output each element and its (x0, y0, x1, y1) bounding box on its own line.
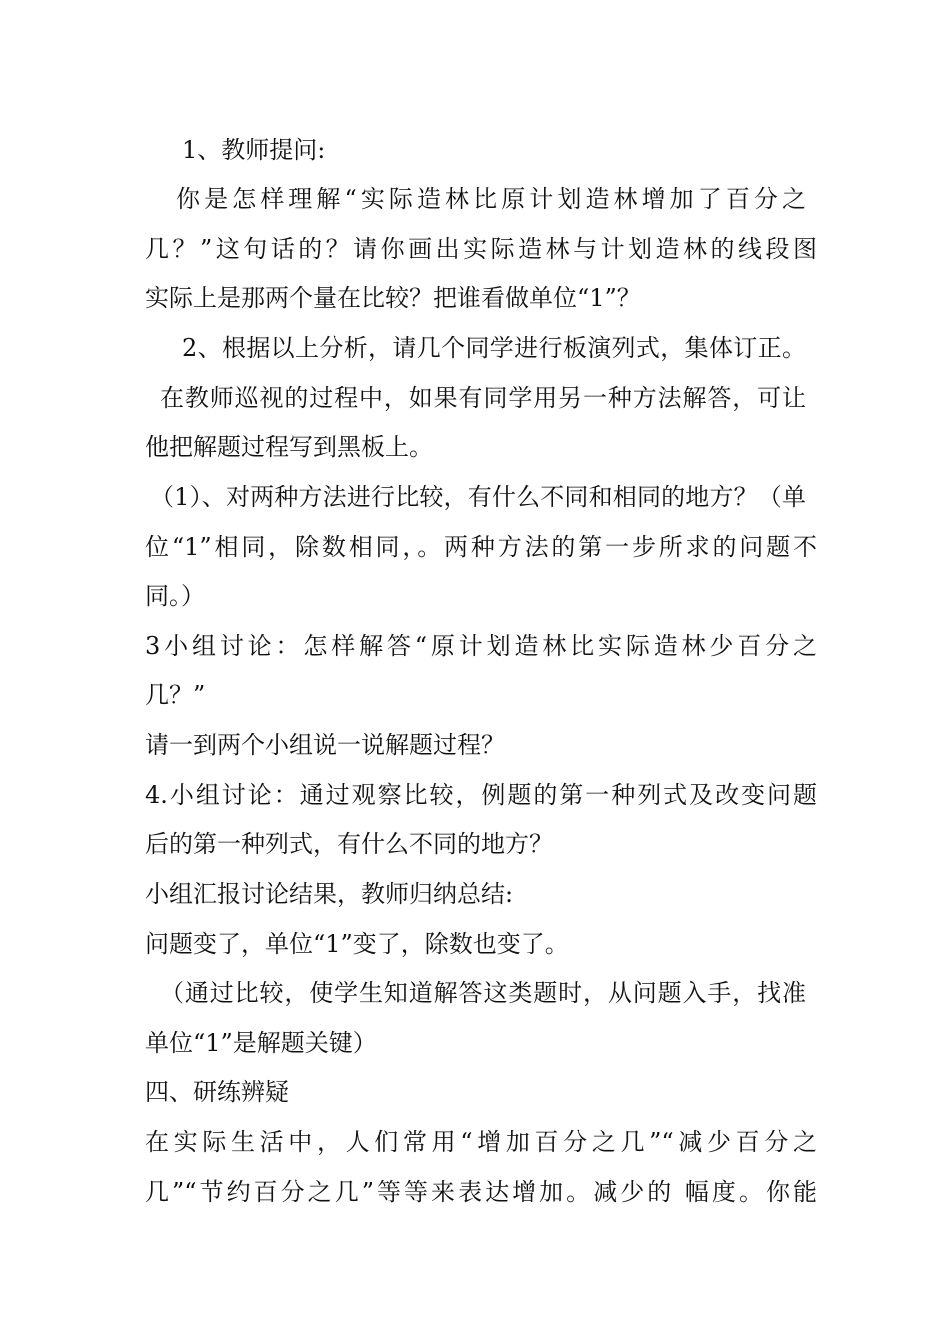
text-line-13: 请一到两个小组说一说解题过程？ (145, 731, 505, 759)
text-line-2: 你是怎样理解“实际造林比原计划造林增加了百分之 (176, 185, 806, 213)
text-line-21: 在实际生活中，人们常用“增加百分之几”“减少百分之 (145, 1128, 817, 1156)
text-line-17: 问题变了，单位“1”变了，除数也变了。 (145, 930, 569, 958)
text-line-9: 位“1”相同，除数相同，。两种方法的第一步所求的问题不 (145, 533, 817, 561)
text-line-5: 2、根据以上分析，请几个同学进行板演列式，集体订正。 (182, 334, 806, 362)
text-line-18: （通过比较，使学生知道解答这类题时，从问题入手，找准 (160, 979, 806, 1007)
text-line-12: 几？” (145, 681, 206, 709)
text-line-1: 1、教师提问: (182, 136, 326, 164)
text-line-4: 实际上是那两个量在比较？把谁看做单位“1”？ (145, 284, 641, 312)
text-line-20: 四、研练辨疑 (145, 1078, 289, 1106)
text-line-22: 几”“节约百分之几”等等来表达增加。减少的 幅度。你能 (145, 1178, 817, 1206)
text-line-7: 他把解题过程写到黑板上。 (145, 433, 433, 461)
text-line-19: 单位“1”是解题关键） (145, 1029, 377, 1057)
text-line-15: 后的第一种列式，有什么不同的地方？ (145, 830, 553, 858)
text-line-3: 几？”这句话的？请你画出实际造林与计划造林的线段图 (145, 235, 817, 263)
text-line-16: 小组汇报讨论结果，教师归纳总结: (145, 880, 514, 908)
text-line-10: 同。） (145, 582, 205, 610)
text-line-14: 4.小组讨论：通过观察比较，例题的第一种列式及改变问题 (145, 781, 817, 809)
text-line-11: 3小组讨论：怎样解答“原计划造林比实际造林少百分之 (145, 632, 817, 660)
text-line-8: （1）、对两种方法进行比较，有什么不同和相同的地方？（单 (150, 483, 806, 511)
text-line-6: 在教师巡视的过程中，如果有同学用另一种方法解答，可让 (160, 384, 806, 412)
